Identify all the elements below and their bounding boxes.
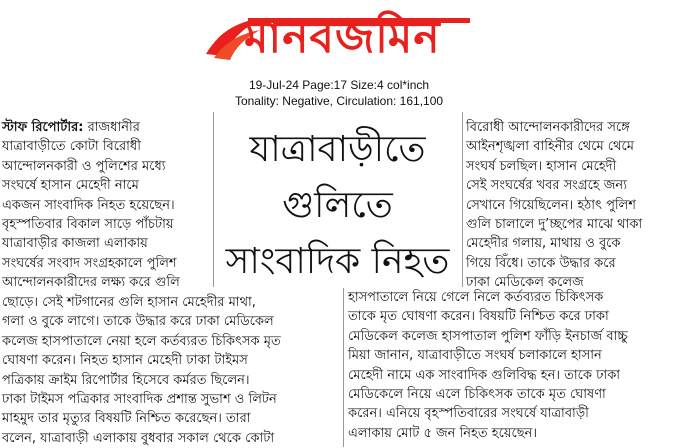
article-column-right: [466, 118, 678, 293]
text-line: মেডিকেল কলেজ হাসপাতাল পুলিশ ফাঁড়ি ইনচার্জ বাচ্চু: [348, 328, 628, 344]
byline: স্টাফ রিপোর্টার:: [2, 120, 84, 135]
text-line: ঢাকা টাইমস পত্রিকার সাংবাদিক প্রশান্ত সুভাশ ও লিটন: [2, 392, 277, 408]
column-divider: [462, 112, 463, 287]
headline-line: গুলিতে: [282, 185, 393, 226]
text-line: যাত্রাবাড়ীতে কোটা বিরোধী: [2, 139, 141, 155]
newspaper-logo: [204, 8, 472, 70]
text-line: করেন। এনিয়ে বৃহস্পতিবারের সংঘর্ষে যাত্রাবাড়ী: [348, 406, 589, 422]
text-line: বৃহস্পতিবার বিকাল সাড়ে পাঁচটায়: [2, 217, 174, 233]
clip-meta-size: 19-Jul-24 Page:17 Size:4 col*inch: [248, 78, 430, 92]
text-line: আন্দোলনকারীদের লক্ষ্য করে গুলি: [2, 275, 180, 291]
text-line: বিরোধী আন্দোলনকারীদের সঙ্গে: [466, 120, 630, 135]
text-line: সেখানে গিয়েছিলেন। হঠাৎ পুলিশ: [466, 197, 637, 213]
headline-line: যাত্রাবাড়ীতে: [249, 129, 426, 170]
text-line: মেডিকেলে নিয়ে এলে চিকিৎসক তাকে মৃত ঘোষণা: [348, 387, 606, 403]
text-line: সেই সংঘর্ষের খবর সংগ্রহে জন্য: [466, 178, 627, 194]
text-line: কলেজ হাসপাতালে নেয়া হলে কর্তব্যরত চিকিৎসক মৃত: [2, 333, 281, 349]
logo-wordmark: মানবজমিন: [244, 12, 441, 63]
text-line: সংঘর্ষে হাসান মেহেদী নামে: [2, 178, 139, 194]
text-line: সংঘর্ষ চলছিল। হাসান মেহেদী: [466, 158, 617, 174]
text-line: গিয়ে বিঁধে। তাকে উদ্ধার করে: [466, 255, 616, 271]
text-line: বলেন, যাত্রাবাড়ী এলাকায় বুধবার সকাল থেকে কোটা: [2, 430, 275, 446]
text-line: ঢাকা মেডিকেল কলেজ: [466, 275, 584, 291]
headline-line: সাংবাদিক নিহত: [225, 241, 450, 282]
text-line: মেহেদীর গলায়, মাথায় ও বুকে: [466, 236, 621, 252]
text-line: এলাকায় মোট ৫ জন নিহত হয়েছেন।: [348, 425, 537, 441]
text-line: ঘোষণা করেন। নিহত হাসান মেহেদী ঢাকা টাইমস: [2, 353, 248, 369]
text-line: আন্দোলনকারী ও পুলিশের মধ্যে: [2, 158, 166, 174]
headline: [215, 122, 460, 290]
text-line: সংঘর্ষের সংবাদ সংগ্রহকালে পুলিশ: [2, 255, 177, 271]
text-line: যাত্রাবাড়ীর কাজলা এলাকায়: [2, 236, 148, 252]
clip-meta-tonality: Tonality: Negative, Circulation: 161,100: [234, 94, 444, 108]
lead-line: [2, 118, 214, 137]
text-line: আইনশৃঙ্খলা বাহিনীর থেমে থেমে: [466, 139, 634, 155]
news-article: [0, 112, 678, 447]
article-column-left: [2, 118, 214, 293]
text-line: হাসপাতালে নিয়ে গেলে নিলে কর্তব্যরত চিকিৎসক: [348, 290, 604, 305]
text-line: গুলি চালালে দু’চ্ছপের মাঝে থাকা: [466, 217, 643, 233]
masthead: [0, 0, 678, 112]
text-line: মাহমুদ তার মৃত্যুর বিষয়টি নিশ্চিত করেছেন। তারা: [2, 411, 251, 427]
article-column-bottom-right: [348, 288, 678, 443]
text-line: ছোড়ে। সেই শটগানের গুলি হাসান মেহেদীর মাথা,: [2, 295, 256, 310]
text-line: গলা ও বুকে লাগে। তাকে উদ্ধার করে ঢাকা মেডিকেল: [2, 314, 274, 330]
text-line: মেহেদী নামে এক সাংবাদিক গুলিবিদ্ধ হন। তাকে ঢাকা: [348, 367, 621, 383]
text-line: মিয়া জানান, যাত্রাবাড়ীতে সংঘর্ষ চলাকালে হাসান: [348, 348, 602, 364]
column-divider: [343, 288, 344, 447]
text-line: রাজধানীর: [83, 120, 140, 135]
text-line: একজন সাংবাদিক নিহত হয়েছেন।: [2, 197, 175, 213]
article-column-bottom-left: [2, 293, 340, 448]
text-line: পত্রিকায় ক্রাইম রিপোর্টার হিসেবে কর্মরত ছিলেন।: [2, 372, 250, 388]
text-line: তাকে মৃত ঘোষণা করেন। বিষয়টি নিশ্চিত করে ঢাকা: [348, 309, 609, 325]
